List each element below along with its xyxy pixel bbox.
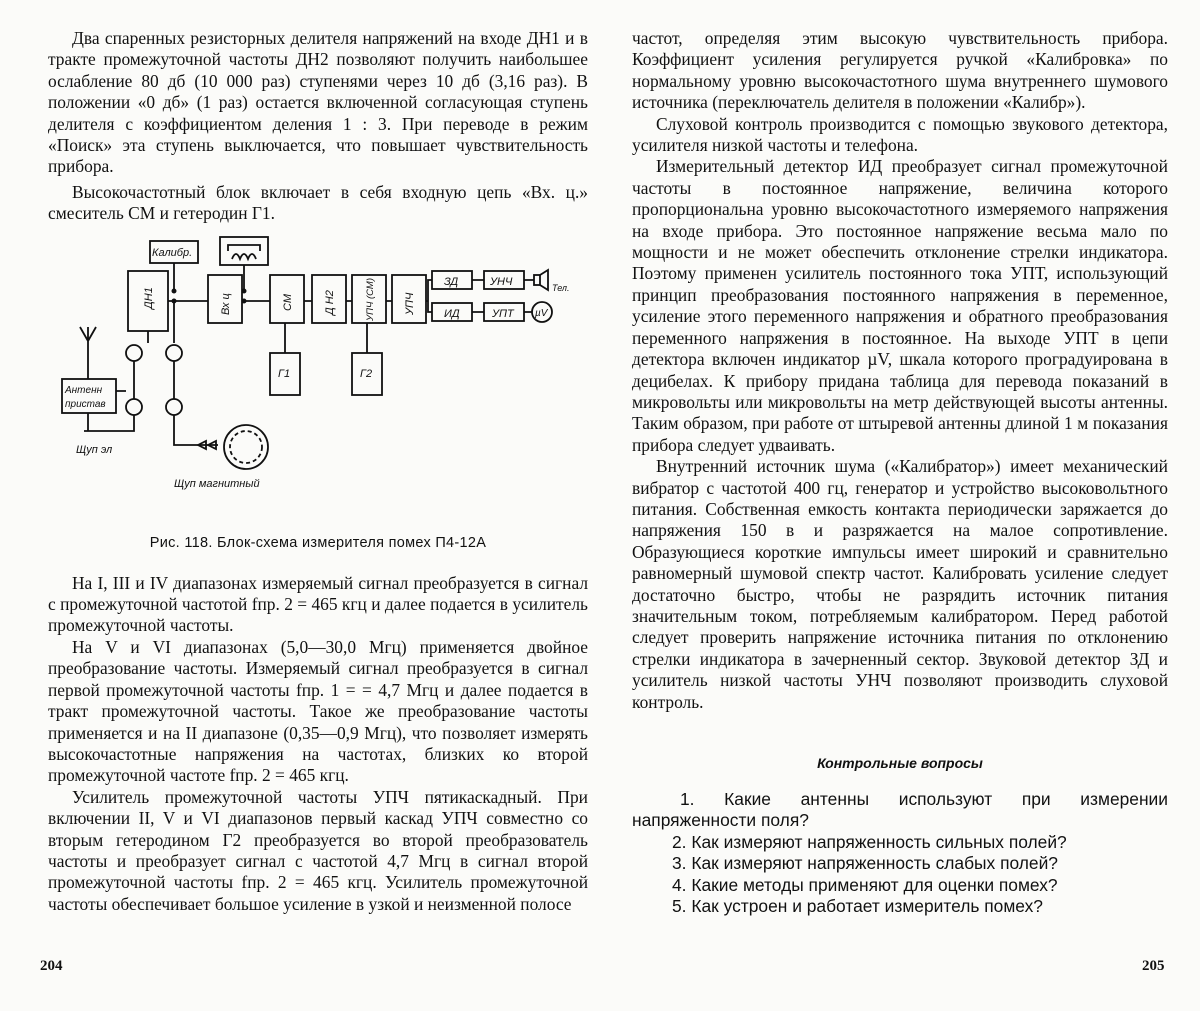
question-1 [632,789,1168,832]
label-unch: УНЧ [490,275,513,288]
label-probe-el: Щуп эл [76,443,113,456]
page-number-right: 205 [1142,958,1165,974]
question-2: 2. Как измеряют напряженность сильных полей? [672,831,1067,852]
question-4: 4. Какие методы применяют для оценки помех? [672,874,1058,895]
label-upch-sm: УПЧ (СМ) [365,277,376,321]
questions-list [632,789,1168,917]
label-dn1: ДН1 [143,286,155,309]
label-id: ИД [444,307,460,320]
label-sm: СМ [282,293,294,311]
right-page [632,28,1168,917]
left-page [48,28,588,915]
question-5: 5. Как устроен и работает измеритель помех? [672,896,1043,917]
figure-caption: Рис. 118. Блок-схема измерителя помех П4-12А [149,534,487,551]
left-paragraph-4: На V и VI диапазонах (5,0—30,0 Мгц) применяется двойное преобразование частоты. Измеряемый сигнал преобразуется в сигнал первой промежуточной частоты fпр. 1 = = 4,7 Мгц и далее подается в тракт промежуточной частоты. Такое же преобразование частоты применяется и на II диапазоне (0,35—0,9 Мгц), что позволяет измерять высокочастотные напряжения на частотах, близких ко второй промежуточной частоте fпр. 2 = 465 кгц. [48,636,588,786]
question-3: 3. Как измеряют напряженность слабых полей? [672,853,1058,874]
label-g1: Г1 [278,367,291,380]
right-paragraph-3: Измерительный детектор ИД преобразует сигнал промежуточной частоты в постоянное напряжение, величина которого пропорциональна уровню высокочастотного измеряемого напряжения на входе прибора. Это постоянное напряжение весьма мало по мощности и не может обеспечить отклонение стрелки индикатора. Поэтому применен усилитель постоянного тока УПТ, использующий принцип преобразования постоянного напряжения в переменное, усиление этого переменного напряжения и обратного преобразования переменного напряжения в постоянное. На выходе УПТ в цепи детектора включен индикатор µV, шкала которого проградуирована в децибелах. К прибору придана таблица для перевода показаний в микровольты или микровольты на метр действующей высоты антенны. Таким образом, при работе от штыревой антенны длиной 1 м показания прибора следует удваивать. [632,156,1168,455]
label-upt: УПТ [492,307,514,320]
label-g2: Г2 [360,367,373,380]
label-antenna-adapter-2: пристав [65,398,106,410]
right-paragraph-2: Слуховой контроль производится с помощью звукового детектора, усилителя низкой частоты и телефона. [632,113,1168,156]
page-number-left: 204 [40,958,63,974]
block-diagram-svg [48,231,588,531]
label-probe-mag: Щуп магнитный [174,477,260,490]
label-antenna-adapter-1: Антенн [65,384,103,396]
questions-title: Контрольные вопросы [817,755,983,771]
left-paragraph-3: На I, III и IV диапазонах измеряемый сигнал преобразуется в сигнал с промежуточной частотой fпр. 2 = 465 кгц и далее подается в усилитель промежуточной частоты. [48,572,588,636]
label-vxc: Вх ц [220,292,232,315]
left-paragraph-5: Усилитель промежуточной частоты УПЧ пятикаскадный. При включении II, V и VI диапазонов первый каскад УПЧ совместно со вторым гетеродином Г2 преобразуется во второй преобразователь частоты и преобразует сигнал с частотой 4,7 Мгц в сигнал второй промежуточной частоты fпр. 2 = 465 кгц. Усилитель промежуточной частоты обеспечивает большое усиление в узкой и неизменной полосе [48,786,588,914]
left-paragraph-1: Два спаренных резисторных делителя напряжений на входе ДН1 и в тракте промежуточной частоты ДН2 позволяют получить наибольшее ослабление 80 дб (10 000 раз) ступенями через 10 дб (3,16 раз). В положении «0 дб» (1 раз) остается включенной согласующая ступень делителя с коэффициентом деления 1 : 3. При переводе в режим «Поиск» эта ступень выключается, что повышает чувствительность прибора. [48,28,588,177]
label-kalibr: Калибр. [152,246,193,259]
label-tel: Тел. [552,282,570,293]
label-zd: ЗД [444,275,459,288]
question-1-text: 1. Какие антенны используют при измерении напряженности поля? [632,789,1168,831]
right-paragraph-4: Внутренний источник шума («Калибратор») имеет механический вибратор с частотой 400 гц, генератор и устройство высоковольтного питания. Собственная емкость контакта периодически заряжается до напряжения 150 в и разряжается на малое сопротивление. Образующиеся короткие импульсы имеет широкий и сравнительно равномерный шумовой спектр частот. Калибровать усиление следует достаточно быстро, чтобы не разрядить источник питания значительным током, потребляемым калибратором. Перед работой следует проверить напряжение источника питания по отклонению стрелки индикатора в зачерненный сектор. Звуковой детектор ЗД и усилитель низкой частоты УНЧ позволяют производить слуховой контроль. [632,456,1168,712]
label-uv: µV [535,307,548,319]
block-diagram [48,231,588,531]
left-paragraph-2: Высокочастотный блок включает в себя входную цепь «Вх. ц.» смеситель СМ и гетеродин Г1. [48,181,588,224]
label-dn2: Д Н2 [324,289,336,315]
right-paragraph-1: частот, определяя этим высокую чувствительность прибора. Коэффициент усиления регулируется ручкой «Калибровка» по нормальному уровню высокочастотного шума внутреннего шумового источника (переключатель делителя в положении «Калибр»). [632,28,1168,113]
label-upch: УПЧ [404,292,416,315]
